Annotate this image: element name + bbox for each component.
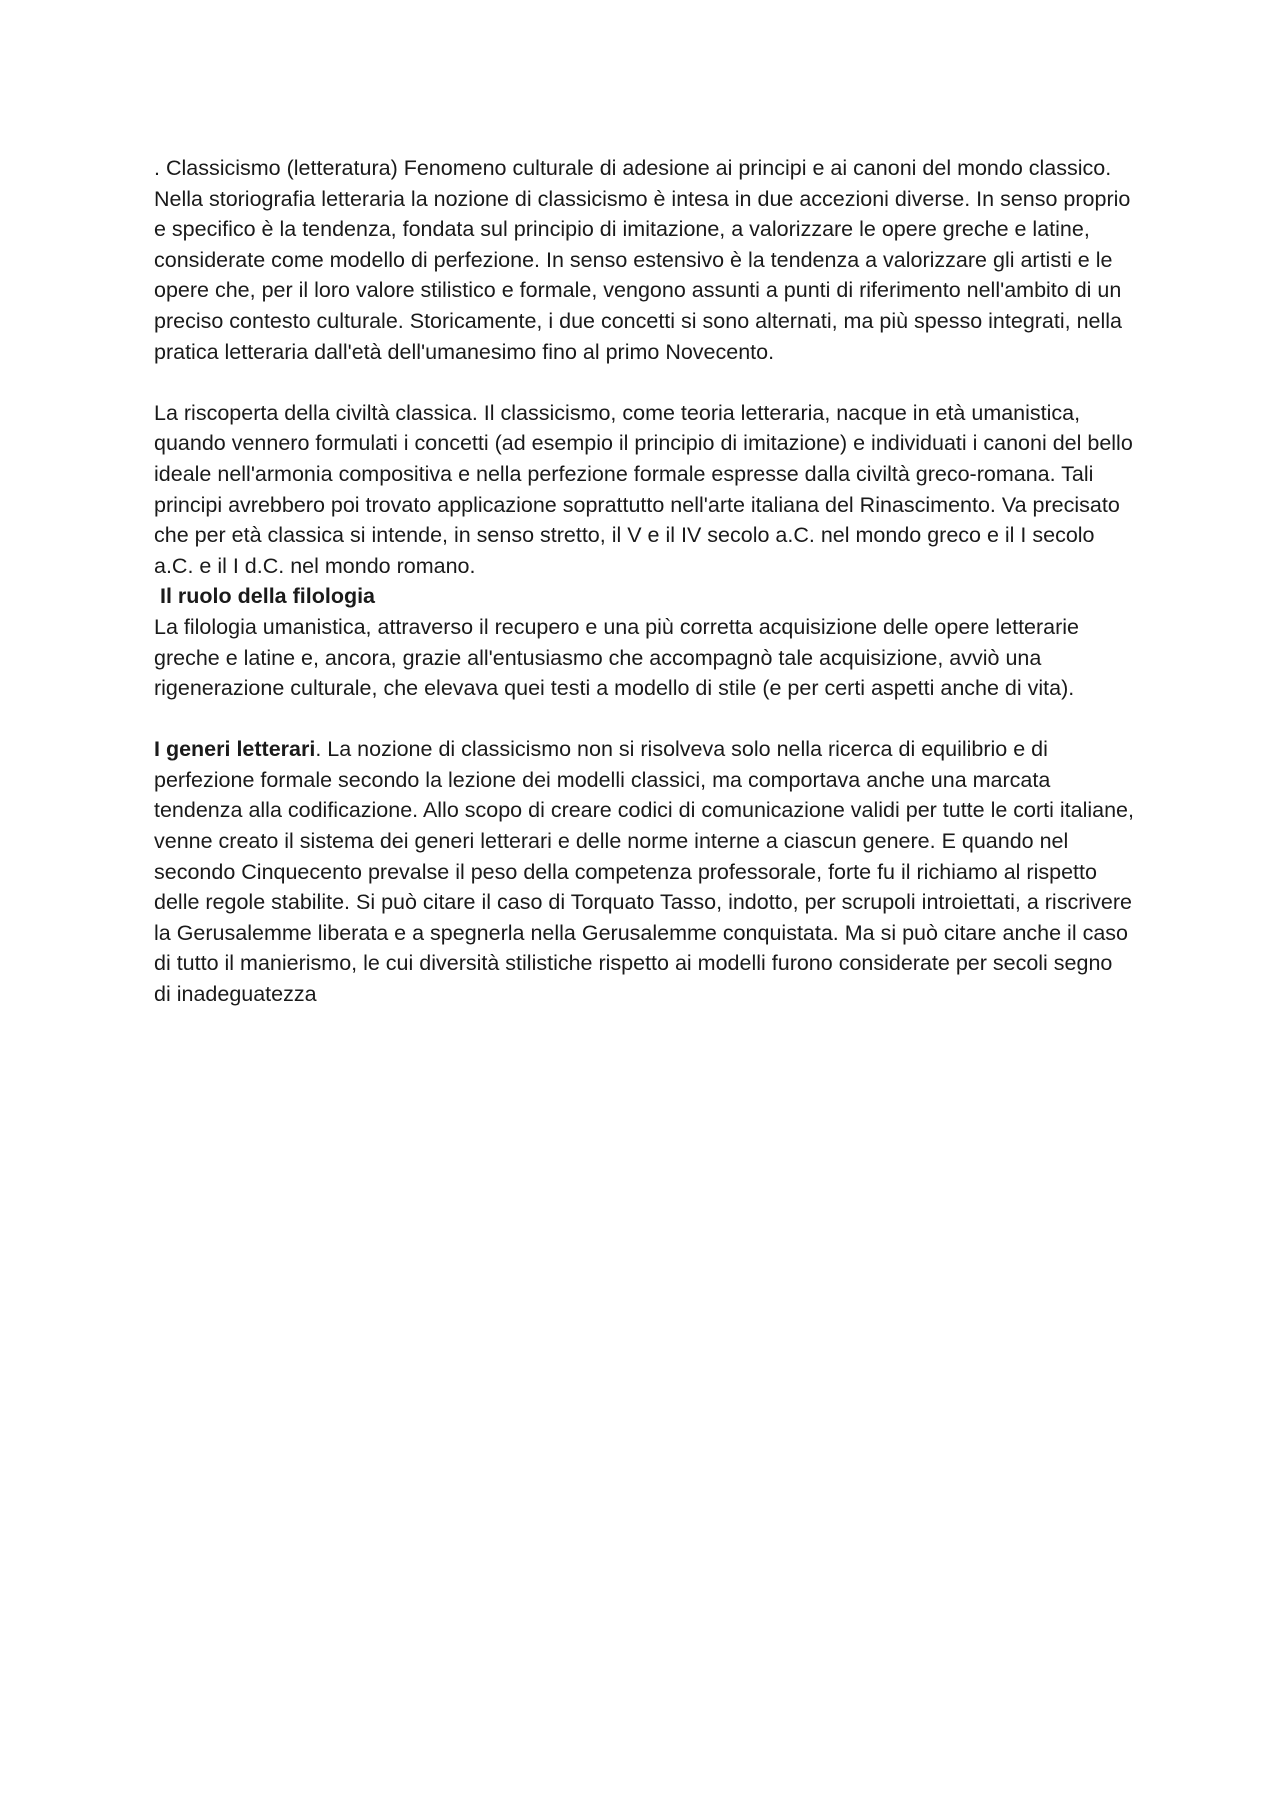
paragraph-spacer bbox=[154, 704, 1134, 735]
paragraph-spacer bbox=[154, 367, 1134, 398]
heading-generi-letterari: I generi letterari bbox=[154, 737, 316, 762]
paragraph-generi-text: . La nozione di classicismo non si risolveva solo nella ricerca di equilibrio e di perfezione formale secondo la lezione dei modelli classici, ma comportava anche una marcata tendenza alla codificazione. Allo scopo di creare codici di comunicazione validi per tutte le corti italiane, venne creato il sistema dei generi letterari e delle norme interne a ciascun genere. E quando nel secondo Cinquecento prevalse il peso della competenza professorale, forte fu il richiamo al rispetto delle regole stabilite. Si può citare il caso di Torquato Tasso, indotto, per scrupoli introiettati, a riscrivere la Gerusalemme liberata e a spegnerla nella Gerusalemme conquistata. Ma si può citare anche il caso di tutto il manierismo, le cui diversità stilistiche rispetto ai modelli furono considerate per secoli segno di inadeguatezza bbox=[154, 737, 1134, 1007]
paragraph-classicismo: . Classicismo (letteratura) Fenomeno culturale di adesione ai principi e ai canoni del mondo classico. Nella storiografia letteraria la nozione di classicismo è intesa in due accezioni diverse. In senso proprio e specifico è la tendenza, fondata sul principio di imitazione, a valorizzare le opere greche e latine, considerate come modello di perfezione. In senso estensivo è la tendenza a valorizzare gli artisti e le opere che, per il loro valore stilistico e formale, vengono assunti a punti di riferimento nell'ambito di un preciso contesto culturale. Storicamente, i due concetti si sono alternati, ma più spesso integrati, nella pratica letteraria dall'età dell'umanesimo fino al primo Novecento. bbox=[154, 156, 1131, 364]
paragraph-generi bbox=[154, 734, 1134, 1009]
heading-ruolo-filologia: Il ruolo della filologia bbox=[160, 584, 376, 609]
paragraph-filologia: La filologia umanistica, attraverso il recupero e una più corretta acquisizione delle opere letterarie greche e latine e, ancora, grazie all'entusiasmo che accompagnò tale acquisizione, avviò una rigenerazione culturale, che elevava quei testi a modello di stile (e per certi aspetti anche di vita). bbox=[154, 614, 1080, 701]
document-body bbox=[154, 153, 1134, 1010]
paragraph-riscoperta: La riscoperta della civiltà classica. Il classicismo, come teoria letteraria, nacque in età umanistica, quando vennero formulati i concetti (ad esempio il principio di imitazione) e individuati i canoni del bello ideale nell'armonia compositiva e nella perfezione formale espresse dalla civiltà greco-romana. Tali principi avrebbero poi trovato applicazione soprattutto nell'arte italiana del Rinascimento. Va precisato che per età classica si intende, in senso stretto, il V e il IV secolo a.C. nel mondo greco e il I secolo a.C. e il I d.C. nel mondo romano. bbox=[154, 400, 1133, 578]
